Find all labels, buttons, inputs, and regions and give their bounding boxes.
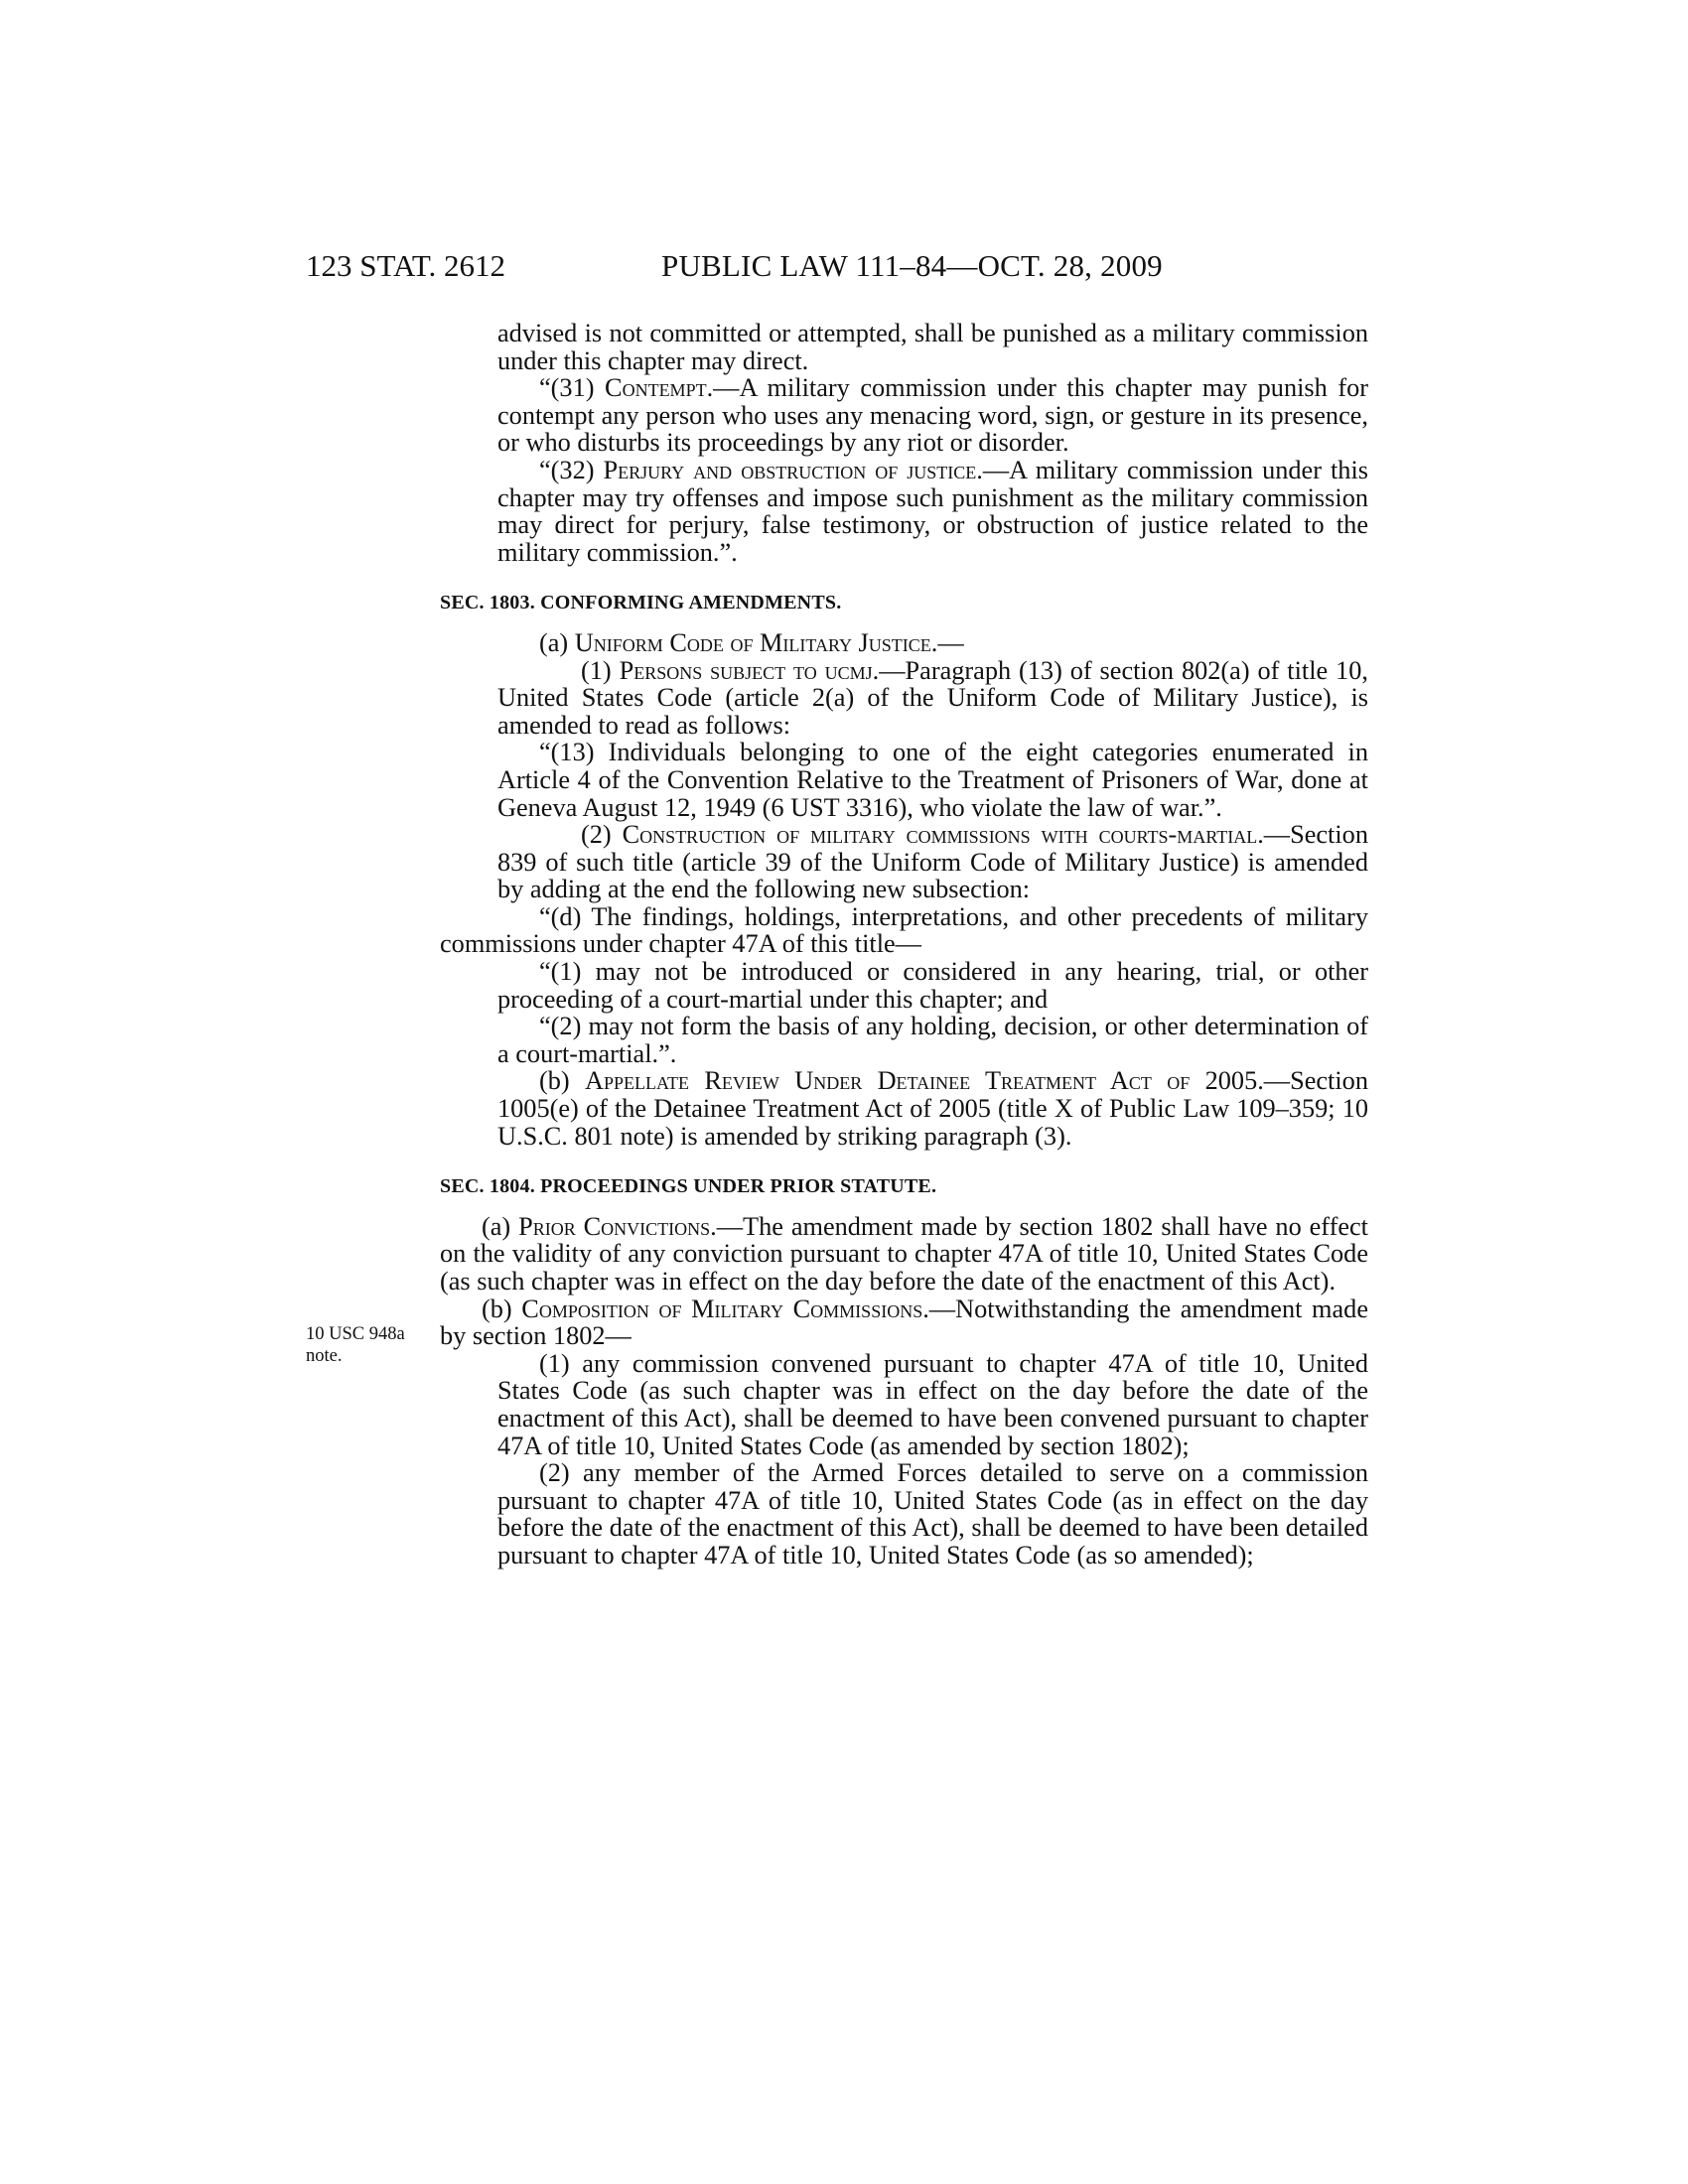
margin-note-line: 10 USC 948a xyxy=(306,1324,405,1344)
margin-note-line: note. xyxy=(306,1346,343,1366)
paragraph-a2 xyxy=(497,821,1368,903)
quoted-paragraph-d2: “(2) may not form the basis of any holding, decision, or other determination of a court-martial.”. xyxy=(497,1012,1368,1068)
subsection-text: —Section 1005(e) of the Detainee Treatment Act of 2005 (title X of Public Law 109–359; 10 U.S.C. 801 note) is amended by striking paragraph (3). xyxy=(497,1066,1368,1151)
section-heading-1804: SEC. 1804. PROCEEDINGS UNDER PRIOR STATUTE. xyxy=(440,1175,937,1198)
paragraph-caption: Contempt. xyxy=(605,373,714,403)
paragraph-caption: Persons subject to ucmj. xyxy=(619,655,880,685)
subsection-a-prior-convictions xyxy=(440,1213,1368,1296)
paragraph-text: —A military commission under this chapter may punish for contempt any person who uses any menacing word, sign, or gesture in its presence, or who disturbs its proceedings by any riot or disorder. xyxy=(497,373,1368,458)
subsection-caption: Uniform Code of Military Justice. xyxy=(574,627,938,657)
paragraph-text: —A military commission under this chapter may try offenses and impose such punishment as the military commission may direct for perjury, false testimony, or obstruction of justice related to the military commission.”. xyxy=(497,455,1368,567)
paragraph-continued: advised is not committed or attempted, shall be punished as a military commission under this chapter may direct. xyxy=(497,319,1368,375)
paragraph-32-perjury xyxy=(497,457,1368,566)
paragraph-number: “(32) xyxy=(539,455,604,484)
running-header: PUBLIC LAW 111–84—OCT. 28, 2009 xyxy=(661,248,1163,283)
subsection-caption: Composition of Military Commissions. xyxy=(521,1294,929,1323)
paragraph-number: “(31) xyxy=(539,373,606,403)
subsection-caption: Prior Convictions. xyxy=(518,1211,717,1241)
subsection-number: (a) xyxy=(539,627,575,657)
paragraph-a1 xyxy=(497,657,1368,740)
subsection-text: —Notwithstanding the amendment made by section 1802— xyxy=(440,1294,1368,1351)
paragraph-number: (1) xyxy=(581,655,620,685)
document-body xyxy=(440,319,1368,1570)
quoted-paragraph-d1: “(1) may not be introduced or considered in any hearing, trial, or other proceeding of a court-martial under this chapter; and xyxy=(497,957,1368,1014)
subsection-caption: Appellate Review Under Detainee Treatment Act of 2005. xyxy=(585,1066,1264,1096)
paragraph-text: —Section 839 of such title (article 39 of the Uniform Code of Military Justice) is amended by adding at the end the following new subsection: xyxy=(497,820,1368,904)
paragraph-caption: Perjury and obstruction of justice. xyxy=(603,455,983,484)
subsection-number: (a) xyxy=(482,1211,519,1241)
quoted-subsection-d: “(d) The findings, holdings, interpretations, and other precedents of military commissions under chapter 47A of this title— xyxy=(440,901,1368,959)
quoted-paragraph-13: “(13) Individuals belonging to one of the eight categories enumerated in Article 4 of the Convention Relative to the Treatment of Prisoners of War, done at Geneva August 12, 1949 (6 UST 3316), who violate the law of war.”. xyxy=(497,738,1368,822)
subsection-number: (b) xyxy=(539,1066,586,1096)
subsection-b-composition xyxy=(440,1296,1368,1350)
subsection-text: — xyxy=(937,627,964,657)
subsection-a xyxy=(497,629,1368,657)
paragraph-caption: Construction of military commissions with courts-martial. xyxy=(622,820,1264,850)
subsection-b xyxy=(497,1067,1368,1150)
section-heading-1803: SEC. 1803. CONFORMING AMENDMENTS. xyxy=(440,592,842,614)
paragraph-text: —Paragraph (13) of section 802(a) of title 10, United States Code (article 2(a) of the Uniform Code of Military Justice), is amended to read as follows: xyxy=(497,655,1368,740)
paragraph-b2: (2) any member of the Armed Forces detailed to serve on a commission pursuant to chapter 47A of title 10, United States Code (as in effect on the day before the date of the enactment of this Act), shall be deemed to have been detailed pursuant to chapter 47A of title 10, United States Code (as so amended); xyxy=(497,1458,1368,1570)
margin-note xyxy=(306,1323,405,1367)
paragraph-31-contempt xyxy=(497,374,1368,457)
subsection-text: —The amendment made by section 1802 shall have no effect on the validity of any conviction pursuant to chapter 47A of title 10, United States Code (as such chapter was in effect on the day before the date of the enactment of this Act). xyxy=(440,1211,1368,1296)
subsection-number: (b) xyxy=(482,1294,522,1323)
page-reference: 123 STAT. 2612 xyxy=(306,248,506,283)
paragraph-number: (2) xyxy=(581,820,623,850)
paragraph-b1: (1) any commission convened pursuant to chapter 47A of title 10, United States Code (as such chapter was in effect on the day before the date of the enactment of this Act), shall be deemed to have been convened pursuant to chapter 47A of title 10, United States Code (as amended by section 1802); xyxy=(497,1348,1368,1460)
